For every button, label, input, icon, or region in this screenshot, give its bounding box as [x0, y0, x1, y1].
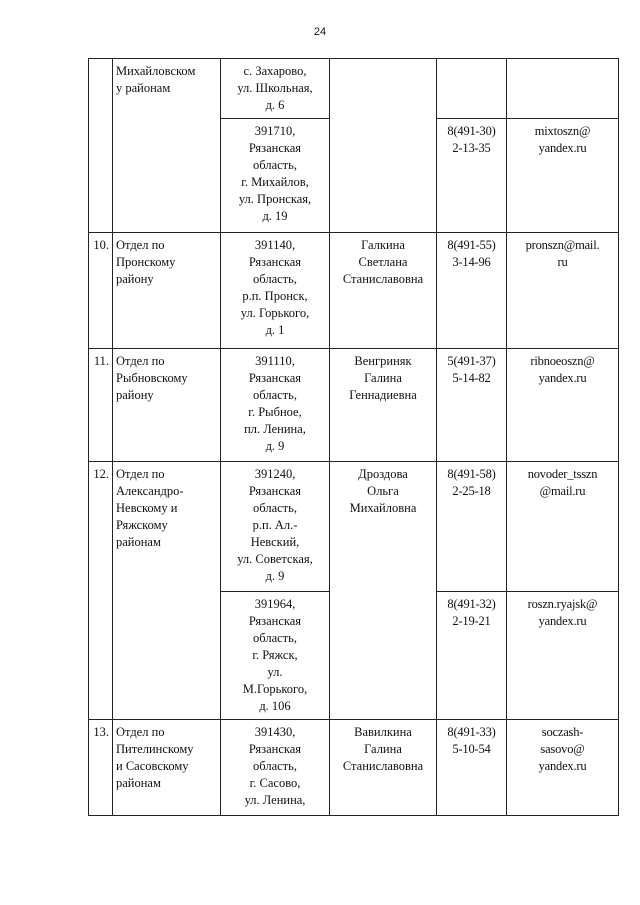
department-cell-line: Александро-: [116, 484, 184, 498]
address-cell: [221, 349, 330, 462]
department-cell-line: Рыбновскому: [116, 371, 188, 385]
head-name-cell-line: Галина: [364, 371, 402, 385]
email-cell: [507, 59, 619, 119]
phone-cell-line: 5(491-37): [447, 354, 496, 368]
address-cell-line: область,: [253, 501, 297, 515]
phone-cell-line: 2-19-21: [452, 614, 491, 628]
department-cell: [113, 720, 221, 816]
address-cell-line: Невский,: [250, 535, 300, 549]
address-cell-line: д. 19: [262, 209, 288, 223]
department-cell-line: районам: [116, 776, 161, 790]
phone-cell-line: 5-14-82: [452, 371, 491, 385]
email-cell-line: roszn.ryajsk@: [527, 597, 598, 611]
department-cell-line: Пронскому: [116, 255, 176, 269]
address-cell-line: Рязанская: [248, 742, 302, 756]
address-cell-line: Рязанская: [248, 614, 302, 628]
department-cell-line: Отдел по: [116, 354, 165, 368]
row-number: 12.: [89, 462, 113, 720]
head-name-cell-line: Галина: [364, 742, 402, 756]
email-cell-line: sasovo@: [540, 742, 585, 756]
address-cell-line: г. Сасово,: [249, 776, 301, 790]
address-cell-line: с. Захарово,: [243, 64, 307, 78]
email-cell-line: pronszn@mail.: [525, 238, 600, 252]
address-cell-line: г. Михайлов,: [241, 175, 309, 189]
address-cell-line: 391964,: [254, 597, 296, 611]
department-cell-line: Пителинскому: [116, 742, 194, 756]
email-cell-line: yandex.ru: [538, 614, 587, 628]
row-number: 13.: [89, 720, 113, 816]
address-cell-line: ул. Ленина,: [244, 793, 306, 807]
phone-cell-line: 8(491-30): [447, 124, 496, 138]
email-cell-line: yandex.ru: [538, 371, 587, 385]
email-cell: [507, 592, 619, 720]
email-cell: [507, 349, 619, 462]
phone-cell: [437, 59, 507, 119]
address-cell-line: г. Рыбное,: [248, 405, 302, 419]
head-name-cell: [330, 349, 437, 462]
email-cell-line: novoder_tsszn: [527, 467, 598, 481]
address-cell-line: область,: [253, 631, 297, 645]
phone-cell-line: 8(491-58): [447, 467, 496, 481]
address-cell: [221, 462, 330, 592]
department-cell-line: Михайловском: [116, 64, 196, 78]
address-cell-line: область,: [253, 759, 297, 773]
phone-cell-line: 2-25-18: [452, 484, 491, 498]
phone-cell: [437, 592, 507, 720]
head-name-cell-line: Ольга: [367, 484, 399, 498]
head-name-cell-line: Станиславовна: [342, 759, 424, 773]
department-cell: [113, 59, 221, 233]
address-cell-line: область,: [253, 272, 297, 286]
email-cell-line: yandex.ru: [538, 759, 587, 773]
department-cell-line: Отдел по: [116, 467, 165, 481]
address-cell: [221, 720, 330, 816]
phone-cell-line: 3-14-96: [452, 255, 491, 269]
head-name-cell-line: Михайловна: [349, 501, 417, 515]
address-cell-line: пл. Ленина,: [244, 422, 306, 436]
contacts-table-body: [89, 59, 619, 816]
head-name-cell-line: Галкина: [361, 238, 405, 252]
department-cell-line: Отдел по: [116, 238, 165, 252]
head-name-cell-line: Вавилкина: [354, 725, 412, 739]
address-cell-line: ул.: [267, 665, 283, 679]
address-cell-line: г. Ряжск,: [252, 648, 298, 662]
row-number: 11.: [89, 349, 113, 462]
page-number: 24: [313, 26, 327, 38]
address-cell-line: 391240,: [254, 467, 296, 481]
head-name-cell: [330, 462, 437, 720]
address-cell-line: область,: [253, 158, 297, 172]
head-name-cell-line: Венгриняк: [354, 354, 412, 368]
address-cell-line: 391710,: [254, 124, 296, 138]
address-cell: [221, 233, 330, 349]
row-number: 10.: [89, 233, 113, 349]
table-row: [89, 462, 619, 592]
address-cell: [221, 592, 330, 720]
table-row: [89, 349, 619, 462]
email-cell-line: ru: [557, 255, 568, 269]
email-cell-line: mixtoszn@: [534, 124, 591, 138]
phone-cell-line: 8(491-55): [447, 238, 496, 252]
table-row: [89, 720, 619, 816]
contacts-table: [88, 58, 619, 816]
phone-cell: [437, 119, 507, 233]
table-row: [89, 59, 619, 119]
address-cell-line: ул. Пронская,: [238, 192, 312, 206]
department-cell-line: району: [116, 272, 154, 286]
address-cell-line: р.п. Пронск,: [242, 289, 308, 303]
address-cell-line: ул. Горького,: [240, 306, 310, 320]
address-cell-line: Рязанская: [248, 255, 302, 269]
head-name-cell: [330, 720, 437, 816]
address-cell-line: ул. Советская,: [237, 552, 313, 566]
head-name-cell-line: Светлана: [358, 255, 408, 269]
address-cell-line: д. 106: [259, 699, 291, 713]
head-name-cell: [330, 233, 437, 349]
email-cell: [507, 233, 619, 349]
address-cell-line: 391110,: [255, 354, 295, 368]
address-cell-line: Рязанская: [248, 141, 302, 155]
address-cell-line: ул. Школьная,: [237, 81, 313, 95]
phone-cell-line: 8(491-33): [447, 725, 496, 739]
department-cell-line: Ряжскому: [116, 518, 168, 532]
head-name-cell-line: Станиславовна: [342, 272, 424, 286]
address-cell-line: д. 9: [265, 569, 285, 583]
head-name-cell-line: Геннадиевна: [349, 388, 417, 402]
row-number: [89, 59, 113, 233]
email-cell-line: yandex.ru: [538, 141, 587, 155]
email-cell: [507, 720, 619, 816]
address-cell-line: р.п. Ал.-: [252, 518, 298, 532]
address-cell-line: д. 9: [265, 439, 285, 453]
email-cell: [507, 462, 619, 592]
department-cell-line: Отдел по: [116, 725, 165, 739]
address-cell: [221, 119, 330, 233]
address-cell-line: М.Горького,: [242, 682, 308, 696]
table-row: [89, 233, 619, 349]
department-cell-line: Невскому и: [116, 501, 178, 515]
address-cell: [221, 59, 330, 119]
phone-cell-line: 5-10-54: [452, 742, 491, 756]
department-cell-line: и Сасовскому: [116, 759, 189, 773]
department-cell-line: району: [116, 388, 154, 402]
department-cell: [113, 233, 221, 349]
head-name-cell: [330, 59, 437, 233]
phone-cell-line: 2-13-35: [452, 141, 491, 155]
address-cell-line: область,: [253, 388, 297, 402]
email-cell-line: ribnoeoszn@: [530, 354, 595, 368]
phone-cell: [437, 233, 507, 349]
address-cell-line: д. 6: [265, 98, 285, 112]
email-cell-line: soczash-: [541, 725, 584, 739]
phone-cell: [437, 349, 507, 462]
address-cell-line: Рязанская: [248, 371, 302, 385]
phone-cell-line: 8(491-32): [447, 597, 496, 611]
department-cell: [113, 462, 221, 720]
department-cell-line: у районам: [116, 81, 171, 95]
email-cell-line: @mail.ru: [539, 484, 586, 498]
email-cell: [507, 119, 619, 233]
phone-cell: [437, 462, 507, 592]
address-cell-line: Рязанская: [248, 484, 302, 498]
address-cell-line: 391430,: [254, 725, 296, 739]
phone-cell: [437, 720, 507, 816]
department-cell: [113, 349, 221, 462]
department-cell-line: районам: [116, 535, 161, 549]
address-cell-line: 391140,: [254, 238, 296, 252]
address-cell-line: д. 1: [265, 323, 285, 337]
head-name-cell-line: Дроздова: [358, 467, 408, 481]
